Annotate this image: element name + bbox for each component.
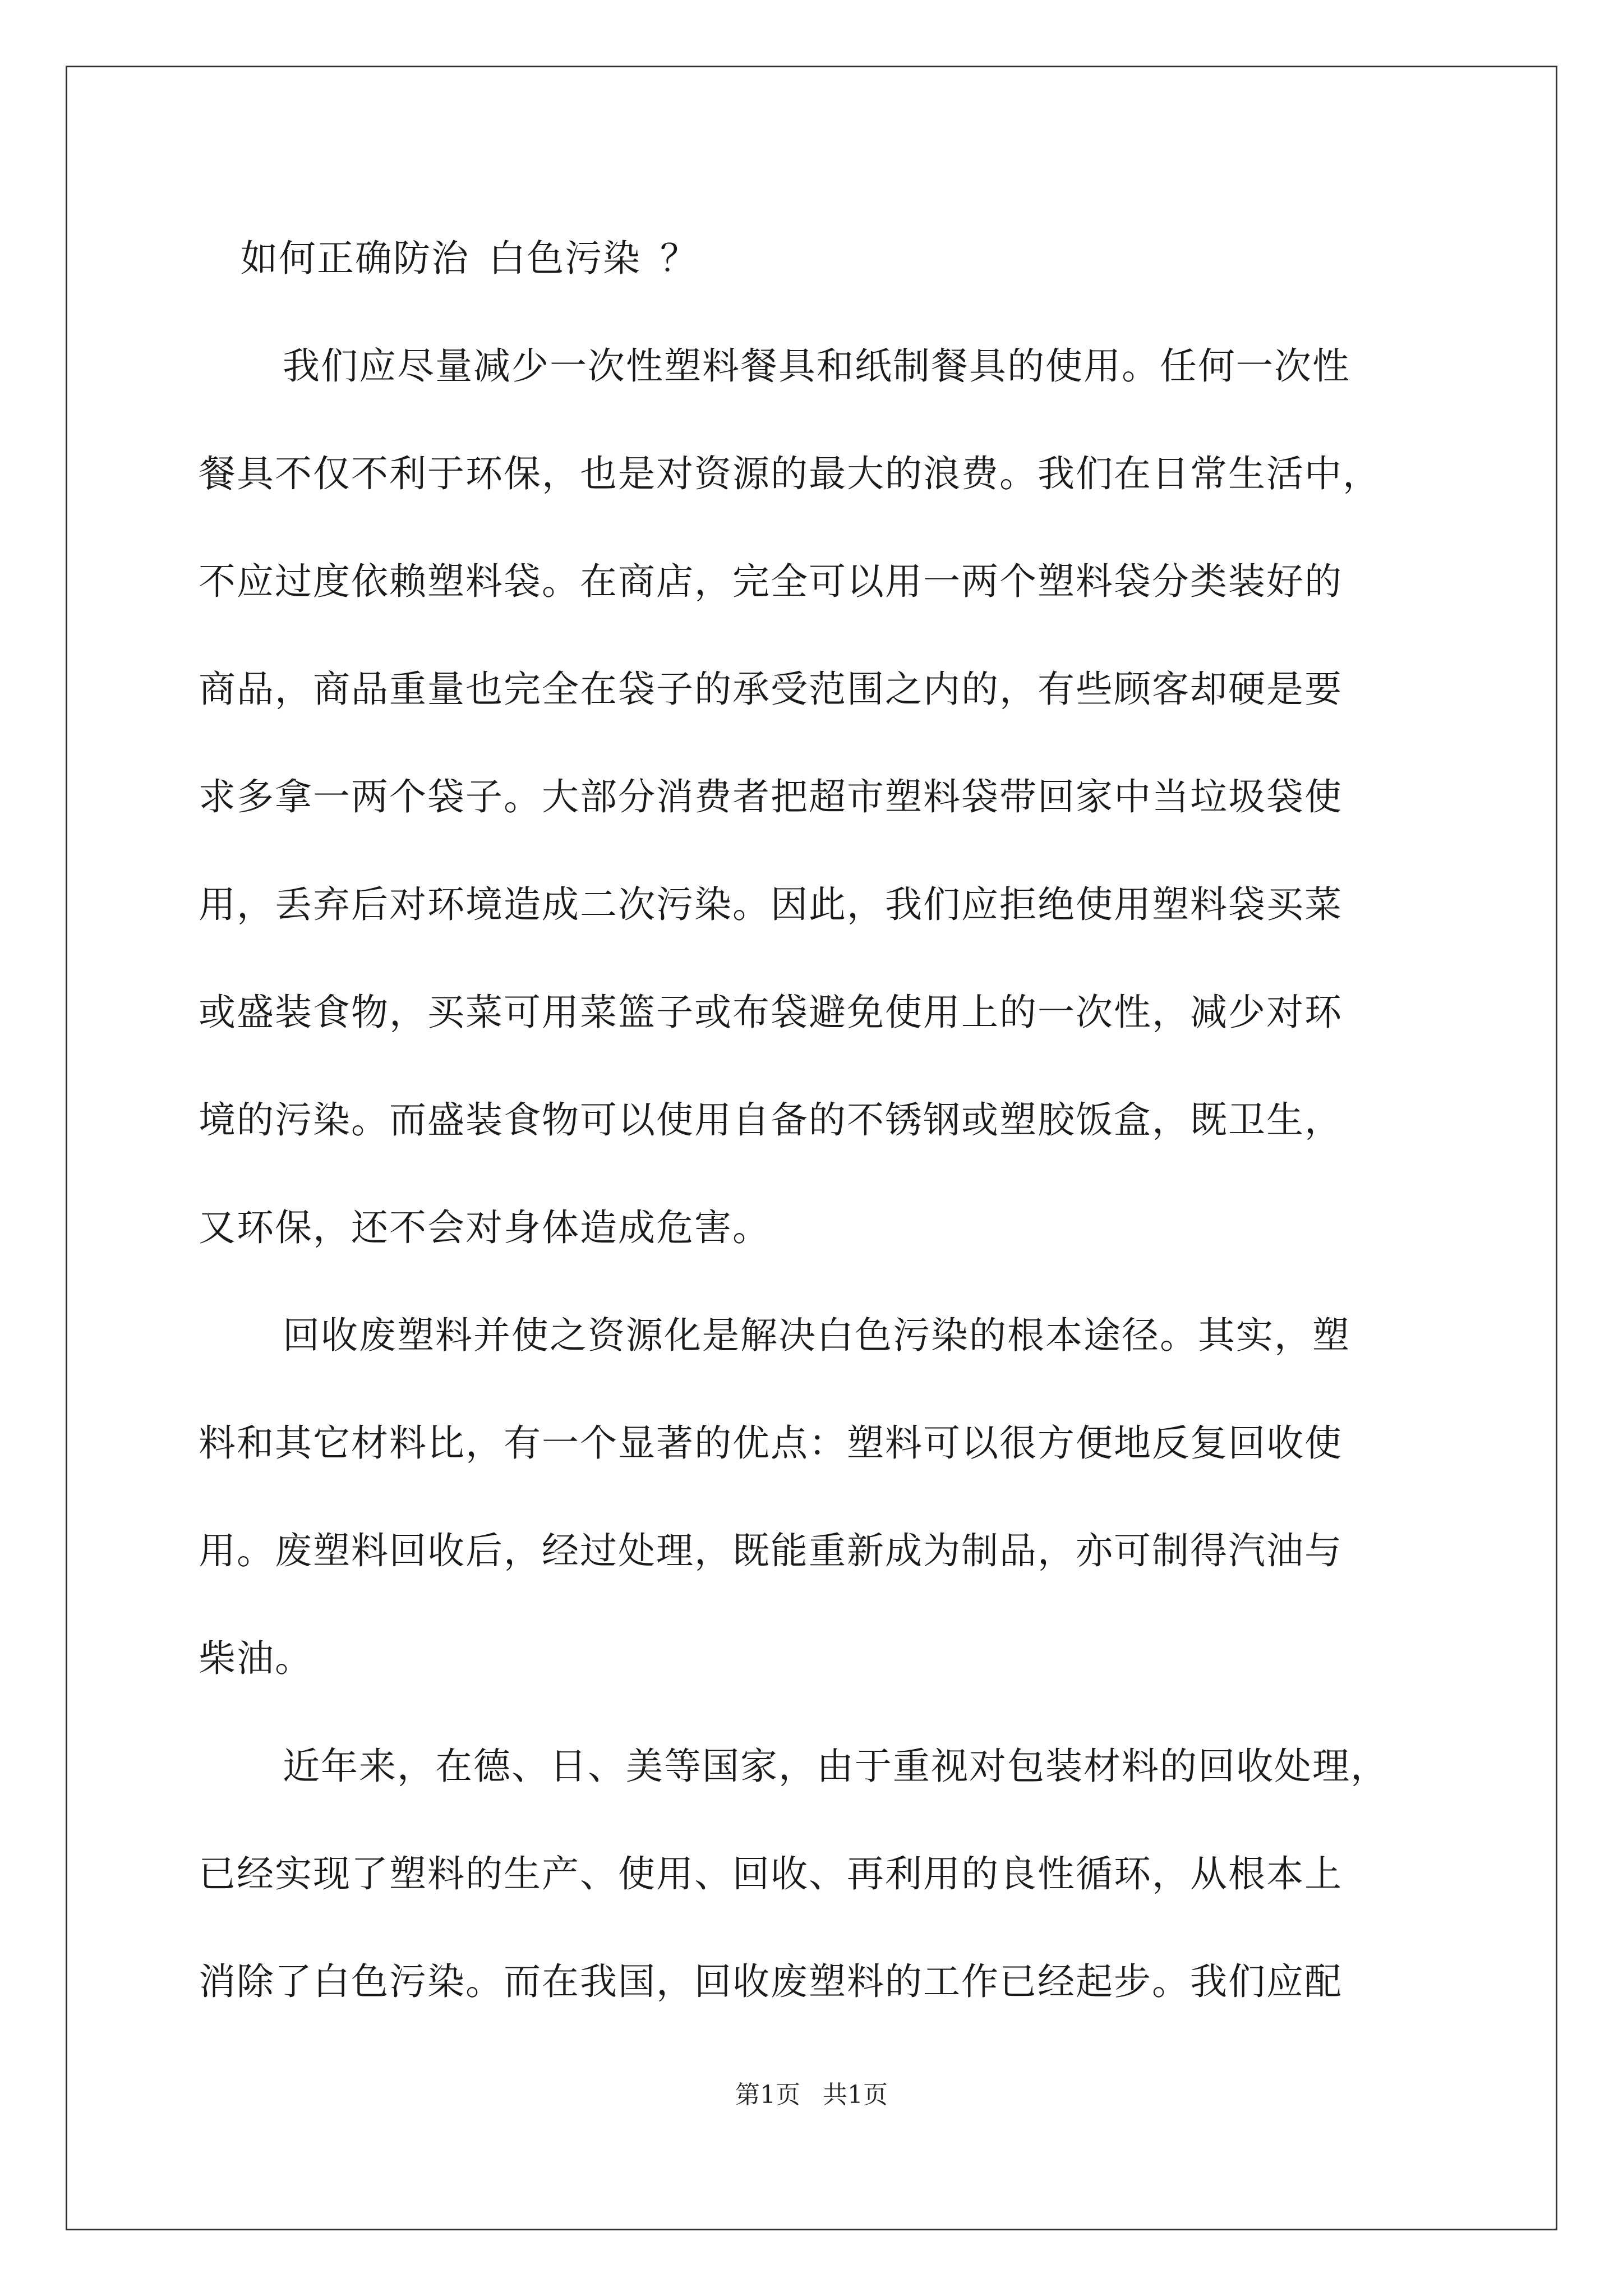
title-question-mark: ？: [660, 237, 698, 280]
text-line: 消除了白色污染。而在我国，回收废塑料的工作已经起步。我们应配: [199, 1960, 1343, 2003]
page-total: 共1页: [823, 2081, 888, 2109]
document-body: [199, 205, 1438, 2036]
text-line: 境的污染。而盛装食物可以使用自备的不锈钢或塑胶饭盒，既卫生，: [199, 1098, 1343, 1142]
text-line: 料和其它材料比，有一个显著的优点：塑料可以很方便地反复回收使: [199, 1421, 1343, 1465]
text-line: 用。废塑料回收后，经过处理，既能重新成为制品，亦可制得汽油与: [199, 1529, 1343, 1572]
title-text-part2: 白色污染: [488, 237, 641, 280]
text-line: 又环保，还不会对身体造成危害。: [199, 1206, 771, 1249]
text-line: 回收废塑料并使之资源化是解决白色污染的根本途径。其实，塑: [283, 1314, 1350, 1357]
page-footer: [0, 2078, 1623, 2112]
text-line: 柴油。: [199, 1637, 313, 1680]
text-line: 不应过度依赖塑料袋。在商店，完全可以用一两个塑料袋分类装好的: [199, 560, 1343, 603]
text-line: 我们应尽量减少一次性塑料餐具和纸制餐具的使用。任何一次性: [283, 344, 1350, 388]
text-line: 求多拿一两个袋子。大部分消费者把超市塑料袋带回家中当垃圾袋使: [199, 775, 1343, 818]
text-line: 已经实现了塑料的生产、使用、回收、再利用的良性循环，从根本上: [199, 1852, 1343, 1895]
title-text-part1: 如何正确防治: [241, 237, 469, 280]
text-line: 商品，商品重量也完全在袋子的承受范围之内的，有些顾客却硬是要: [199, 668, 1343, 711]
text-line: 或盛装食物，买菜可用菜篮子或布袋避免使用上的一次性，减少对环: [199, 991, 1343, 1034]
page-number: 第1页: [735, 2081, 800, 2109]
paragraph-1: [199, 312, 1438, 1282]
document-title: [199, 205, 1438, 312]
text-line: 餐具不仅不利于环保，也是对资源的最大的浪费。我们在日常生活中，: [199, 452, 1381, 495]
text-line: 近年来，在德、日、美等国家，由于重视对包装材料的回收处理，: [283, 1745, 1389, 1788]
text-line: 用，丢弃后对环境造成二次污染。因此，我们应拒绝使用塑料袋买菜: [199, 883, 1343, 926]
paragraph-2: [199, 1282, 1438, 1713]
paragraph-3: [199, 1713, 1438, 2036]
